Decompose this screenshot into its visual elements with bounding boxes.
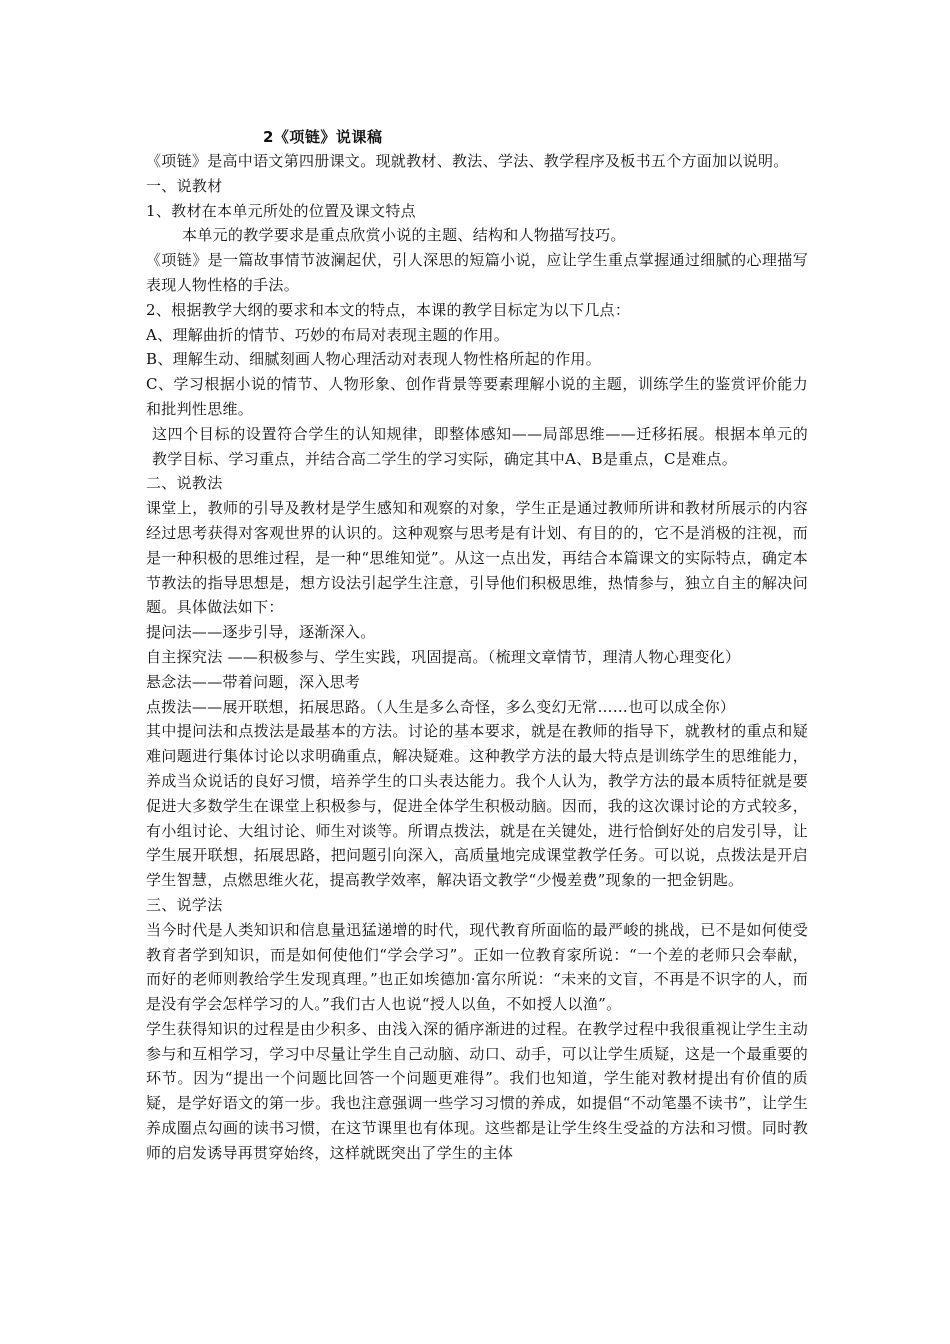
- paragraph-learning-process: 学生获得知识的过程是由少积多、由浅入深的循序渐进的过程。在教学过程中我很重视让学生主动参与和互相学习，学习中尽量让学生自己动脑、动口、动手，可以让学生质疑，这是一个最重要的环节。因为“提出一个问题比回答一个问题更难得”。我们也知道，学生能对教材提出有价值的质疑，是学好语文的第一步。我也注意强调一些学习习惯的养成，如提倡“不动笔墨不读书”，让学生养成圈点勾画的读书习惯，在这节课里也有体现。这些都是让学生终生受益的方法和习惯。同时教师的启发诱导再贯穿始终，这样就既突出了学生的主体: [146, 1019, 808, 1162]
- objective-b: B、理解生动、细腻刻画人物心理活动对表现人物性格所起的作用。: [146, 350, 602, 369]
- paragraph-unit-requirement: 本单元的教学要求是重点欣赏小说的主题、结构和人物描写技巧。: [182, 226, 626, 245]
- subheading-position: 1、教材在本单元所处的位置及课文特点: [146, 201, 416, 220]
- section-heading-textbook: 一、说教材: [146, 176, 223, 195]
- paragraph-method-discussion: 其中提问法和点拨法是最基本的方法。讨论的基本要求，就是在教师的指导下，就教材的重点和疑难问题进行集体讨论以求明确重点，解决疑难。这种教学方法的最大特点是训练学生的思维能力，养成当众说话的良好习惯，培养学生的口头表达能力。我个人认为，教学方法的最本质特征就是要促进大多数学生在课堂上积极参与，促进全体学生积极动脑。因而，我的这次课讨论的方式较多，有小组讨论、大组讨论、师生对谈等。所谓点拨法，就是在关键处，进行恰倒好处的启发引导，让学生展开联想，拓展思路，把问题引向深入，高质量地完成课堂教学任务。可以说，点拨法是开启学生智慧，点燃思维火花，提高教学效率，解决语文教学“少慢差费”现象的一把金钥匙。: [146, 722, 808, 890]
- method-questioning: 提问法——逐步引导，逐渐深入。: [146, 623, 376, 642]
- document-body: [146, 149, 808, 1166]
- section-heading-learning-methods: 三、说学法: [146, 895, 223, 914]
- paragraph-story-description: 《项链》是一篇故事情节波澜起伏，引人深思的短篇小说，应让学生重点掌握通过细腻的心理描写表现人物性格的手法。: [146, 251, 808, 294]
- paragraph-objective-rationale: 这四个目标的设置符合学生的认知规律，即整体感知——局部思维——迁移拓展。根据本单元的教学目标、学习重点，并结合高二学生的学习实际，确定其中A、B是重点，C是难点。: [152, 424, 808, 468]
- objective-c: C、学习根据小说的情节、人物形象、创作背景等要素理解小说的主题，训练学生的鉴赏评价能力和批判性思维。: [146, 375, 808, 418]
- paragraph-learning-challenge: 当今时代是人类知识和信息量迅猛递增的时代，现代教育所面临的最严峻的挑战，已不是如何使受教育者学到知识，而是如何使他们“学会学习”。正如一位教育家所说：“一个差的老师只会奉献，而好的老师则教给学生发现真理。”也正如埃德加·富尔所说：“未来的文盲，不再是不识字的人，而是没有学会怎样学习的人。”我们古人也说“授人以鱼，不如授人以渔”。: [146, 920, 808, 1014]
- method-guidance: 点拨法——展开联想，拓展思路。（人生是多么奇怪，多么变幻无常……也可以成全你）: [146, 697, 736, 716]
- method-suspense: 悬念法——带着问题，深入思考: [146, 672, 361, 691]
- method-self-inquiry: 自主探究法 ——积极参与、学生实践，巩固提高。（梳理文章情节，理清人物心理变化）: [146, 647, 741, 666]
- objective-a: A、理解曲折的情节、巧妙的布局对表现主题的作用。: [146, 325, 510, 344]
- document-title: 2《项链》说课稿: [263, 128, 383, 146]
- paragraph-intro: 《项链》是高中语文第四册课文。现就教材、教法、学法、教学程序及板书五个方面加以说明。: [146, 152, 789, 170]
- section-heading-teaching-methods: 二、说教法: [146, 474, 223, 493]
- paragraph-teaching-philosophy: 课堂上，教师的引导及教材是学生感知和观察的对象，学生正是通过教师所讲和教材所展示的内容经过思考获得对客观世界的认识的。这种观察与思考是有计划、有目的的，它不是消极的注视，而是一种积极的思维过程，是一种“思维知觉”。从这一点出发，再结合本篇课文的实际特点，确定本节教法的指导思想是，想方设法引起学生注意，引导他们积极思维，热情参与，独立自主的解决问题。具体做法如下：: [146, 499, 808, 617]
- subheading-objectives: 2、根据教学大纲的要求和本文的特点，本课的教学目标定为以下几点：: [146, 300, 631, 319]
